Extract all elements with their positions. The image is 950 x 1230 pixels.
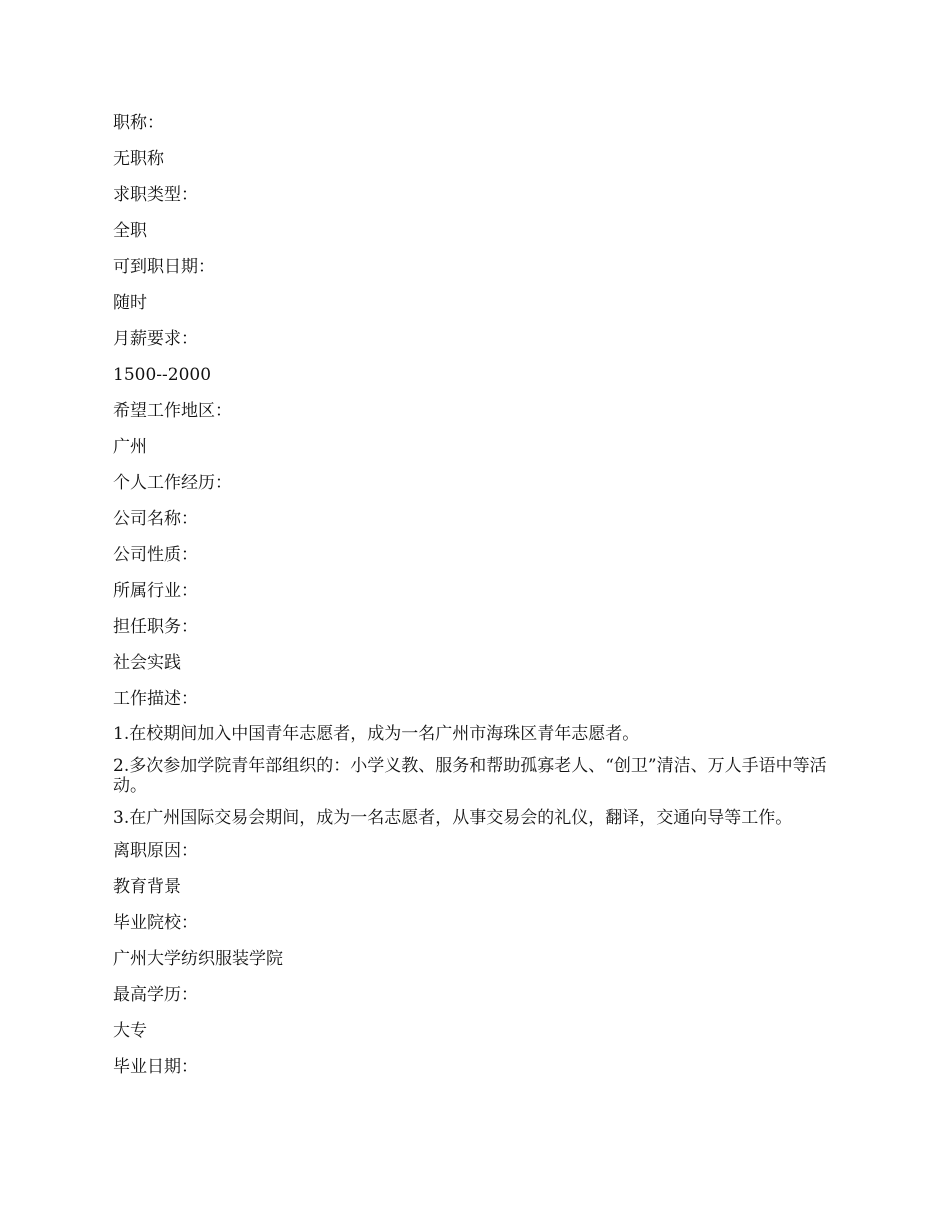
label-salary: 月薪要求： <box>113 329 198 349</box>
description-item-2: 2.多次参加学院青年部组织的：小学义教、服务和帮助孤寡老人、“创卫”清洁、万人手语中等活动。 <box>113 756 827 796</box>
label-leave-reason: 离职原因： <box>113 841 198 861</box>
value-available-date: 随时 <box>113 293 147 313</box>
value-salary: 1500--2000 <box>113 365 212 385</box>
value-school: 广州大学纺织服装学院 <box>113 949 283 969</box>
resume-document <box>113 112 835 1092</box>
label-school: 毕业院校： <box>113 913 198 933</box>
section-education: 教育背景 <box>113 877 181 897</box>
label-position: 担任职务： <box>113 617 198 637</box>
label-company-name: 公司名称： <box>113 509 198 529</box>
label-job-description: 工作描述： <box>113 689 198 709</box>
label-job-type: 求职类型： <box>113 185 198 205</box>
label-graduation-date: 毕业日期： <box>113 1057 198 1077</box>
value-work-region: 广州 <box>113 437 147 457</box>
label-available-date: 可到职日期： <box>113 257 215 277</box>
description-item-1: 1.在校期间加入中国青年志愿者，成为一名广州市海珠区青年志愿者。 <box>113 724 640 744</box>
label-title: 职称： <box>113 113 164 133</box>
description-item-3: 3.在广州国际交易会期间，成为一名志愿者，从事交易会的礼仪，翻译，交通向导等工作。 <box>113 808 793 828</box>
value-position: 社会实践 <box>113 653 181 673</box>
label-company-type: 公司性质： <box>113 545 198 565</box>
value-degree: 大专 <box>113 1021 147 1041</box>
value-title: 无职称 <box>113 149 164 169</box>
value-job-type: 全职 <box>113 221 147 241</box>
label-work-region: 希望工作地区： <box>113 401 232 421</box>
section-work-experience: 个人工作经历： <box>113 473 232 493</box>
label-industry: 所属行业： <box>113 581 198 601</box>
label-degree: 最高学历： <box>113 985 198 1005</box>
